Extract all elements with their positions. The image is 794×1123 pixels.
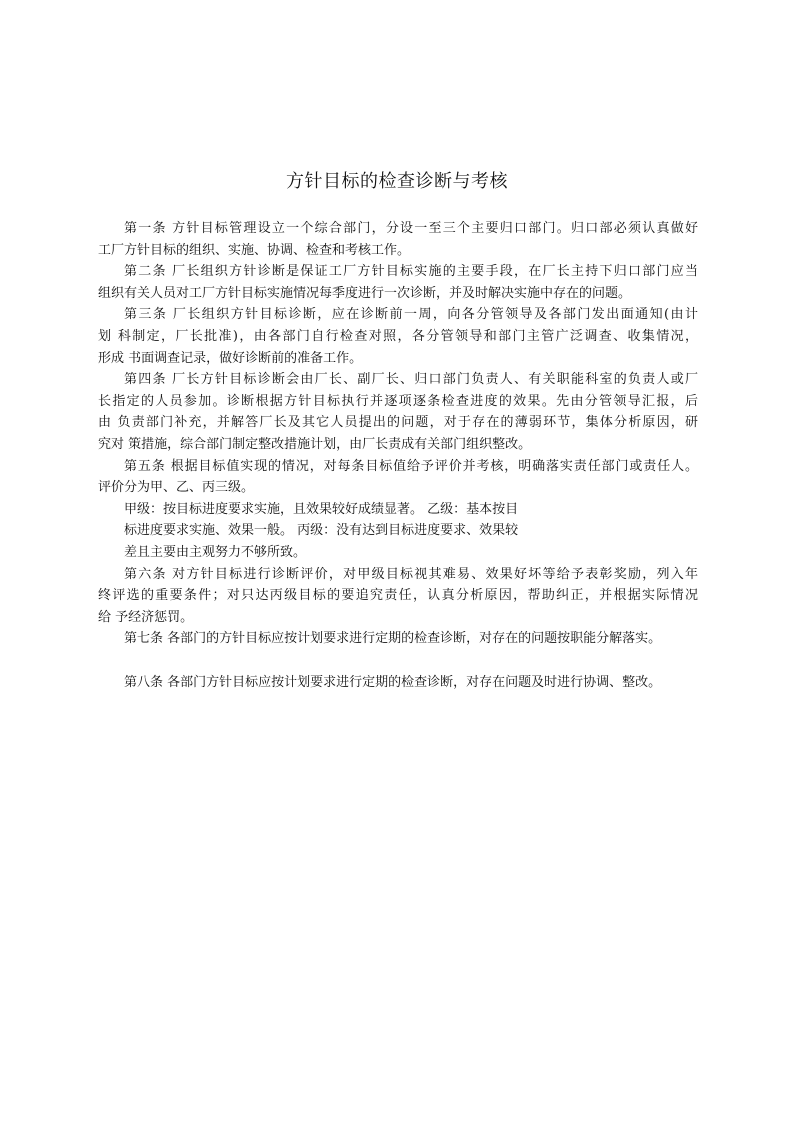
paragraph-line: 由 负责部门补充，并解答厂长及其它人员提出的问题，对于存在的薄弱环节，集体分析原因，研 bbox=[98, 415, 698, 431]
paragraph-line: 第四条 厂长方针目标诊断会由厂长、副厂长、归口部门负责人、有关职能科室的负责人或厂 bbox=[124, 372, 698, 388]
grade-definition bbox=[98, 499, 698, 521]
article-7 bbox=[98, 628, 698, 650]
article-2 bbox=[98, 261, 698, 304]
page-title: 方针目标的检查诊断与考核 bbox=[286, 171, 508, 192]
paragraph-line: 划 科制定，厂长批准)，由各部门自行检查对照，各分管领导和部门主管广泛调查、收集情况， bbox=[98, 328, 698, 344]
paragraph-line: 给 予经济惩罚。 bbox=[98, 609, 194, 625]
paragraph-line: 长指定的人员参加。诊断根据方针目标执行并逐项逐条检查进度的效果。先由分管领导汇报，后 bbox=[98, 393, 698, 409]
article-5 bbox=[98, 456, 698, 499]
paragraph-line: 组织有关人员对工厂方针目标实施情况每季度进行一次诊断，并及时解决实施中存在的问题。 bbox=[98, 285, 632, 301]
paragraph-line: 甲级：按目标进度要求实施，且效果较好成绩显著。 乙级：基本按目 bbox=[124, 501, 519, 517]
article-6 bbox=[98, 564, 698, 629]
paragraph-line: 第三条 厂长组织方针目标诊断，应在诊断前一周，向各分管领导及各部门发出面通知(由计 bbox=[124, 307, 698, 323]
paragraph-line: 第一条 方针目标管理设立一个综合部门，分设一至三个主要归口部门。归口部必须认真做好 bbox=[124, 221, 698, 236]
paragraph-line: 究对 策措施，综合部门制定整改措施计划，由厂长责成有关部门组织整改。 bbox=[98, 436, 532, 452]
article-1 bbox=[98, 218, 698, 261]
paragraph-line: 形成 书面调查记录，做好诊断前的准备工作。 bbox=[98, 350, 363, 366]
paragraph-line: 第二条 厂长组织方针诊断是保证工厂方针目标实施的主要手段，在厂长主持下归口部门应当 bbox=[124, 264, 698, 280]
paragraph-line: 评价分为甲、乙、丙三级。 bbox=[98, 480, 255, 496]
paragraph-line: 终评选的重要条件；对只达丙级目标的要追究责任，认真分析原因，帮助纠正，并根据实际情况 bbox=[98, 588, 698, 604]
paragraph-line: 第七条 各部门的方针目标应按计划要求进行定期的检查诊断，对存在的问题按职能分解落实。 bbox=[124, 631, 662, 647]
paragraph-line: 标进度要求实施、效果一般。 丙级：没有达到目标进度要求、效果较 bbox=[124, 523, 519, 539]
grade-definition bbox=[98, 542, 698, 564]
article-8 bbox=[98, 672, 698, 694]
article-4 bbox=[98, 369, 698, 455]
paragraph-line: 第六条 对方针目标进行诊断评价，对甲级目标视其难易、效果好坏等给予表彰奖励，列入年 bbox=[124, 566, 698, 582]
paragraph-line: 第八条 各部门方针目标应按计划要求进行定期的检查诊断，对存在问题及时进行协调、整改。 bbox=[124, 674, 662, 690]
paragraph-line: 工厂方针目标的组织、实施、协调、检查和考核工作。 bbox=[98, 242, 411, 258]
document-body bbox=[98, 218, 698, 693]
paragraph-gap bbox=[98, 650, 698, 672]
grade-definition bbox=[98, 520, 698, 542]
article-3 bbox=[98, 304, 698, 369]
paragraph-line: 差且主要由主观努力不够所致。 bbox=[124, 544, 307, 560]
paragraph-line: 第五条 根据目标值实现的情况，对每条目标值给予评价并考核，明确落实责任部门或责任人。 bbox=[124, 458, 698, 474]
